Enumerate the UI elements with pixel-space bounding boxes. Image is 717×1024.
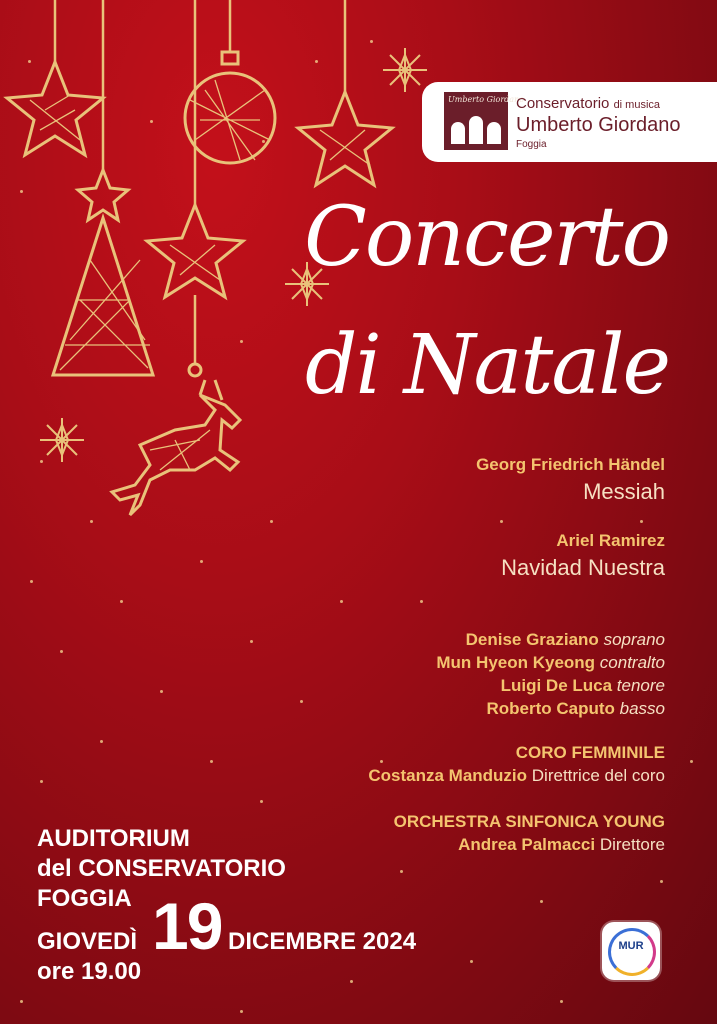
title-line2: di Natale [304, 318, 669, 413]
venue-line3: FOGGIA [37, 885, 132, 912]
title-line1: Concerto [304, 190, 669, 285]
soloists-list [436, 628, 665, 720]
soloist: Roberto Caputo basso [486, 699, 665, 718]
choir-director: Costanza Manduzio Direttrice del coro [368, 766, 665, 785]
program-item [476, 455, 665, 505]
event-day: 19 [152, 889, 222, 963]
logo-line3: Foggia [516, 139, 547, 150]
logo-line2: Umberto Giordano [516, 114, 681, 136]
bauble-ornament-icon [185, 52, 275, 163]
tree-ornament-icon [53, 170, 153, 375]
orchestra-info [394, 810, 665, 856]
venue-line2: del CONSERVATORIO [37, 855, 286, 882]
composer: Ariel Ramirez [556, 531, 665, 550]
program-item [501, 531, 665, 581]
choir-info [368, 741, 665, 787]
snowflake-icon [40, 418, 84, 462]
mur-logo [602, 922, 660, 980]
work: Messiah [583, 479, 665, 504]
event-time: ore 19.00 [37, 958, 142, 985]
mur-text: MUR [618, 940, 644, 952]
logo-signature: Umberto Giordano [448, 95, 525, 104]
star-ornament-icon [147, 205, 243, 297]
star-ornament-icon [298, 92, 392, 185]
conservatory-logo [422, 82, 717, 162]
venue-line1: AUDITORIUM [37, 825, 190, 852]
orchestra-name: ORCHESTRA SINFONICA YOUNG [393, 812, 665, 831]
mur-ring-icon [608, 928, 656, 976]
star-ornament-icon [7, 62, 103, 155]
logo-line1: Conservatorio di musica [516, 95, 661, 112]
event-month-year: DICEMBRE 2024 [228, 928, 417, 955]
conservatory-emblem [444, 92, 525, 150]
event-weekday: GIOVEDÌ [37, 928, 138, 955]
soloist: Denise Graziano soprano [465, 630, 665, 649]
composer: Georg Friedrich Händel [476, 455, 665, 474]
choir-name: CORO FEMMINILE [515, 743, 665, 762]
snowflake-icon [383, 48, 427, 92]
work: Navidad Nuestra [501, 555, 665, 580]
orchestra-director: Andrea Palmacci Direttore [458, 835, 665, 854]
soloist: Mun Hyeon Kyeong contralto [436, 653, 665, 672]
soloist: Luigi De Luca tenore [500, 676, 665, 695]
reindeer-ornament-icon [112, 364, 240, 515]
